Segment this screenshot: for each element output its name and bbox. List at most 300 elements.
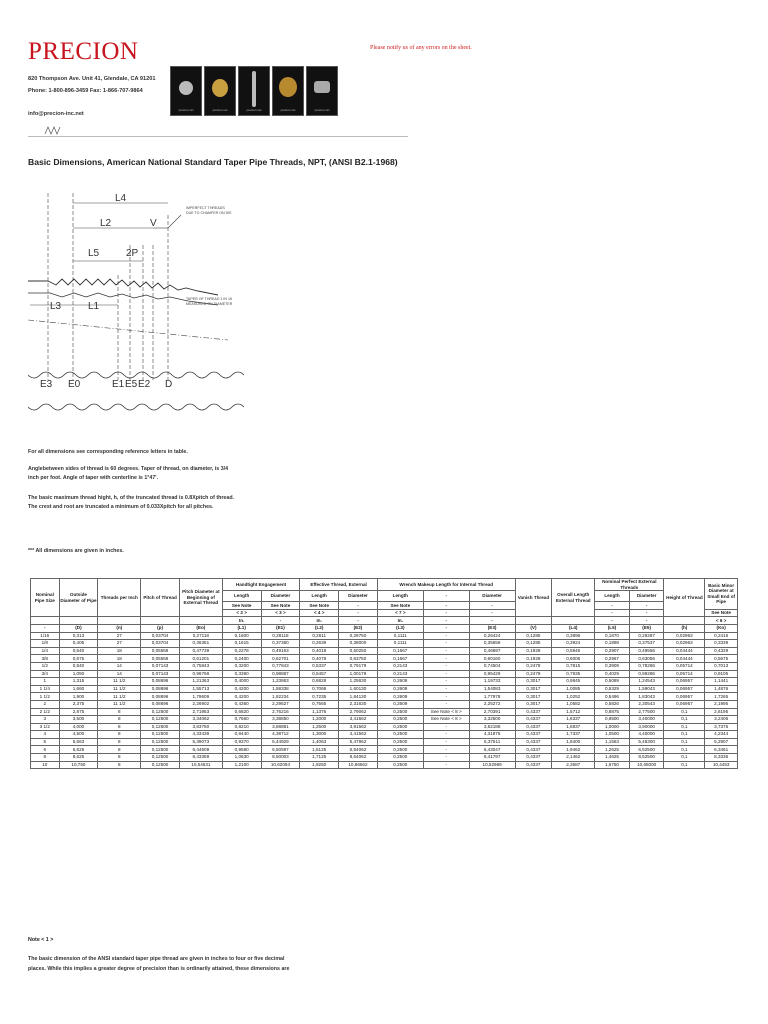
table-cell: 0,3896	[552, 632, 595, 640]
table-cell: 1,82234	[261, 693, 300, 701]
table-cell: -	[423, 723, 469, 731]
company-email[interactable]: info@precion-inc.net	[28, 111, 84, 117]
table-cell: 0,27118	[179, 632, 222, 640]
table-cell: 3,7375	[705, 723, 738, 731]
table-cell: 1,55713	[179, 685, 222, 693]
table-cell: 3 1/2	[31, 723, 60, 731]
label-e3: E3	[40, 379, 53, 390]
table-cell: 0,3924	[552, 640, 595, 648]
header-pitch-diameter: Pitch Diameter at Beginning of External Thread	[179, 579, 222, 617]
table-row	[31, 738, 738, 746]
table-cell: 0,4360	[222, 700, 261, 708]
table-cell: 1,1375	[300, 708, 339, 716]
table-cell: 0,6820	[222, 708, 261, 716]
table-cell: 6,625	[59, 746, 98, 754]
table-row	[31, 640, 738, 648]
table-cell: 5,44929	[261, 738, 300, 746]
table-cell: 1,0252	[552, 693, 595, 701]
table-cell: 3,40000	[629, 716, 664, 724]
table-cell: 0,2500	[377, 746, 423, 754]
table-cell: 1,0582	[552, 700, 595, 708]
table-cell: 1,59043	[629, 685, 664, 693]
table-cell: 0,4337	[515, 731, 552, 739]
table-cell: 4,2344	[705, 731, 738, 739]
table-cell: 0,2611	[300, 632, 339, 640]
table-cell: 0,99286	[629, 670, 664, 678]
table-cell: 0,05556	[141, 647, 180, 655]
table-cell: 0,08696	[141, 685, 180, 693]
table-cell: 6,44609	[179, 746, 222, 754]
table-cell: 0,1870	[595, 632, 630, 640]
table-cell: -	[423, 761, 469, 769]
table-cell: 4,000	[59, 723, 98, 731]
table-cell: 2,26902	[179, 700, 222, 708]
table-cell: 0,74504	[469, 662, 515, 670]
table-cell: 1,19733	[469, 678, 515, 686]
table-cell: 0,28287	[629, 632, 664, 640]
table-cell: 1	[31, 678, 60, 686]
table-cell: 11 1/2	[98, 678, 141, 686]
table-cell: 18	[98, 647, 141, 655]
table-row	[31, 754, 738, 762]
table-cell: -	[423, 754, 469, 762]
table-cell: 3,41562	[339, 716, 378, 724]
table-cell: 0,1	[664, 716, 705, 724]
notify-text: Please notify us of any errors on the sheet.	[370, 45, 472, 51]
table-cell: 0,1898	[595, 640, 630, 648]
table-cell: 1,2000	[300, 716, 339, 724]
table-cell: 0,7565	[300, 700, 339, 708]
table-cell: 0,49556	[629, 647, 664, 655]
table-cell: (L1)	[222, 624, 261, 632]
table-cell: 3,32500	[469, 716, 515, 724]
table-cell: 0,12500	[141, 716, 180, 724]
table-cell: 3,2406	[705, 716, 738, 724]
table-cell: 2 1/2	[31, 708, 60, 716]
table-cell: 1,60130	[339, 685, 378, 693]
note-1-text: The basic dimension of the ANSI standard taper pipe thread are given in inches to four or five decimal	[28, 956, 285, 962]
table-cell: 0,5337	[300, 662, 339, 670]
table-cell: 0,12500	[141, 746, 180, 754]
table-cell: 0,38000	[339, 640, 378, 648]
table-cell: 14	[98, 670, 141, 678]
table-cell: 11 1/2	[98, 693, 141, 701]
table-cell: 0,2478	[515, 662, 552, 670]
table-cell: 0,04444	[664, 655, 705, 663]
label-d: D	[165, 379, 173, 390]
table-cell: 8	[98, 761, 141, 769]
table-cell: 0,4337	[515, 738, 552, 746]
table-cell: 4,31875	[469, 731, 515, 739]
paragraph: For all dimensions see corresponding reference letters in table.	[28, 449, 188, 455]
table-cell: 3,91562	[339, 723, 378, 731]
thread-profile-icon	[44, 126, 62, 135]
table-cell: 0,1	[664, 731, 705, 739]
table-cell: 0,06957	[664, 685, 705, 693]
table-cell: 0,5457	[300, 670, 339, 678]
table-cell: 8,3336	[705, 754, 738, 762]
table-cell: -	[423, 746, 469, 754]
table-cell: 1/16	[31, 632, 60, 640]
table-cell: 0,7935	[552, 670, 595, 678]
table-cell: 0,313	[59, 632, 98, 640]
table-cell: -	[423, 700, 469, 708]
table-cell: 8	[98, 738, 141, 746]
table-cell: 0,9370	[222, 738, 261, 746]
table-cell: 0,4200	[222, 693, 261, 701]
table-cell: -	[423, 670, 469, 678]
table-cell: 2,79062	[339, 708, 378, 716]
product-photos	[170, 66, 338, 116]
table-cell: (Eo)	[179, 624, 222, 632]
table-cell: 0,4018	[300, 647, 339, 655]
table-cell: 0,3017	[515, 700, 552, 708]
table-cell: (E1)	[261, 624, 300, 632]
table-cell: -	[423, 624, 469, 632]
table-cell: 0,12500	[141, 754, 180, 762]
table-cell: 1,660	[59, 685, 98, 693]
table-cell: 0,2500	[377, 754, 423, 762]
table-cell: 8,625	[59, 754, 98, 762]
header-pitch: Pitch of Thread	[141, 579, 180, 617]
table-cell: 1,0085	[552, 685, 595, 693]
note-1-title: Note < 1 >	[28, 937, 54, 943]
table-cell: 6,50597	[261, 746, 300, 754]
table-cell: 1,1441	[705, 678, 738, 686]
table-cell: (D)	[59, 624, 98, 632]
table-cell: 1,7337	[552, 731, 595, 739]
table-cell: 0,08696	[141, 678, 180, 686]
table-cell: 1,8400	[552, 738, 595, 746]
table-cell: 0,4337	[515, 761, 552, 769]
table-cell: 0,5496	[595, 693, 630, 701]
label-e2: E2	[138, 379, 151, 390]
table-cell: 6	[31, 746, 60, 754]
table-cell: 2,25272	[469, 700, 515, 708]
label-l2: L2	[100, 218, 112, 229]
table-cell: 0,2500	[377, 708, 423, 716]
table-cell: 10,750	[59, 761, 98, 769]
table-cell: 3,34062	[179, 716, 222, 724]
table-cell: 1/8	[31, 640, 60, 648]
table-cell: (h)	[664, 624, 705, 632]
table-cell: 0,98887	[261, 670, 300, 678]
table-cell: 4,41562	[339, 731, 378, 739]
header-minor: Basic Minor Diameter at Small End of Pipe	[705, 579, 738, 610]
table-cell: 0,2500	[377, 761, 423, 769]
table-cell: 0,06957	[664, 693, 705, 701]
table-cell: 4	[31, 731, 60, 739]
table-row	[31, 632, 738, 640]
table-cell: 10,62094	[261, 761, 300, 769]
table-cell: 0,2609	[377, 700, 423, 708]
table-cell: 1,315	[59, 678, 98, 686]
table-cell: 6,52500	[629, 746, 664, 754]
table-cell: 0,06957	[664, 678, 705, 686]
table-cell: 0,4029	[595, 670, 630, 678]
table-cell: -	[423, 655, 469, 663]
table-cell: 0,2500	[377, 723, 423, 731]
paragraph: The crest and root are truncated a minimum of 0.033Xpitch for all pitches.	[28, 504, 214, 510]
table-cell: 0,3200	[222, 662, 261, 670]
table-row	[31, 670, 738, 678]
table-cell: 8	[98, 754, 141, 762]
table-cell: 8,54062	[339, 754, 378, 762]
table-cell: 0,8875	[595, 708, 630, 716]
table-cell: (L4)	[552, 624, 595, 632]
table-cell: 4,500	[59, 731, 98, 739]
table-cell: 0,3339	[705, 640, 738, 648]
product-photo: precion.net	[238, 66, 270, 116]
table-cell: 0,4337	[515, 716, 552, 724]
table-cell: 0,540	[59, 647, 98, 655]
group-handtight: Handtight Engagement	[222, 579, 300, 591]
table-cell: 0,37537	[629, 640, 664, 648]
table-cell: 27	[98, 640, 141, 648]
table-cell: 1/4	[31, 647, 60, 655]
table-cell: 1,4063	[300, 738, 339, 746]
table-cell: 1,4876	[705, 685, 738, 693]
table-row	[31, 723, 738, 731]
paragraph: *** All dimensions are given in inches.	[28, 548, 124, 554]
table-cell: 0,2609	[377, 685, 423, 693]
table-cell: 3,90000	[629, 723, 664, 731]
table-cell: 1 1/4	[31, 685, 60, 693]
table-cell: 0,2609	[377, 678, 423, 686]
table-cell: 0,675	[59, 655, 98, 663]
thread-diagram	[28, 185, 268, 415]
header-outside: Outside Diameter of Pipe	[59, 579, 98, 617]
table-cell: 0,4078	[300, 655, 339, 663]
table-cell: (Ko)	[705, 624, 738, 632]
table-cell: 0,79179	[339, 662, 378, 670]
table-cell: 0,4337	[515, 708, 552, 716]
table-cell: 0,9845	[552, 678, 595, 686]
group-perfect: Nominal Perfect External Threads	[595, 579, 664, 591]
table-row	[31, 761, 738, 769]
table-cell: 2,375	[59, 700, 98, 708]
letter-row	[31, 624, 738, 632]
table-cell: See Note < 8 >	[423, 708, 469, 716]
table-cell: 0,1667	[377, 647, 423, 655]
company-logo: PRECION	[28, 38, 139, 65]
label-e0: E0	[68, 379, 81, 390]
table-cell: 0,1615	[222, 640, 261, 648]
table-cell: (p)	[141, 624, 180, 632]
table-cell: 1,79609	[179, 693, 222, 701]
svg-text:DUE TO CHAMFER ON DIE: DUE TO CHAMFER ON DIE	[186, 211, 232, 215]
table-cell: 0,7660	[222, 716, 261, 724]
table-cell: 0,49163	[261, 647, 300, 655]
table-cell: -	[423, 693, 469, 701]
table-row	[31, 700, 738, 708]
table-cell: 8	[98, 708, 141, 716]
table-cell: 11 1/2	[98, 700, 141, 708]
table-cell: 0,28750	[339, 632, 378, 640]
table-cell: 1,6837	[552, 723, 595, 731]
table-cell: 0,1	[664, 708, 705, 716]
table-cell: 3,82188	[469, 723, 515, 731]
table-cell: 0,08696	[141, 700, 180, 708]
table-cell: 10,4453	[705, 761, 738, 769]
table-cell: 3,38850	[261, 716, 300, 724]
table-cell: 1,83043	[629, 693, 664, 701]
table-cell: 0,2478	[515, 670, 552, 678]
table-cell: 0,02963	[664, 640, 705, 648]
table-row	[31, 647, 738, 655]
table-cell: 0,5826	[595, 700, 630, 708]
label-e5: E5	[125, 379, 138, 390]
table-cell: 0,61201	[179, 655, 222, 663]
table-cell: 1,54083	[469, 685, 515, 693]
table-cell: 1,9250	[300, 761, 339, 769]
table-cell: 0,5675	[705, 655, 738, 663]
group-wrench: Wrench Makeup Length for Internal Thread	[377, 579, 515, 591]
table-cell: 1/2	[31, 662, 60, 670]
table-cell: 0,840	[59, 662, 98, 670]
table-cell: 0,3017	[515, 678, 552, 686]
table-cell: (L3)	[377, 624, 423, 632]
table-cell: 0,4337	[515, 723, 552, 731]
table-cell: 0,4337	[515, 746, 552, 754]
table-cell: (L2)	[300, 624, 339, 632]
table-cell: 1,25630	[339, 678, 378, 686]
table-cell: 2,31630	[339, 700, 378, 708]
table-cell: (L5)	[595, 624, 630, 632]
table-cell: 1,7265	[705, 693, 738, 701]
table-cell: 5,46300	[629, 738, 664, 746]
table-cell: -	[423, 647, 469, 655]
table-cell: See Note < 8 >	[423, 716, 469, 724]
table-cell: 5,47862	[339, 738, 378, 746]
label-2p: 2P	[126, 248, 139, 259]
table-cell: -	[423, 678, 469, 686]
table-row	[31, 662, 738, 670]
table-cell: 0,1111	[377, 632, 423, 640]
table-cell: 0,3909	[595, 662, 630, 670]
table-cell: 1,0630	[222, 754, 261, 762]
table-cell: 0,1	[664, 738, 705, 746]
table-cell: 0,9105	[705, 670, 738, 678]
table-row	[31, 685, 738, 693]
table-cell: 0,63056	[629, 655, 664, 663]
table-cell: 0,60160	[469, 655, 515, 663]
group-effective: Effective Thread, External	[300, 579, 378, 591]
table-cell: (E2)	[339, 624, 378, 632]
table-cell: 8,43359	[179, 754, 222, 762]
table-cell: 0,4337	[515, 754, 552, 762]
table-cell: 1,900	[59, 693, 98, 701]
table-cell: (E5)	[629, 624, 664, 632]
product-photo: precion.net	[204, 66, 236, 116]
table-cell: 3/8	[31, 655, 60, 663]
table-cell: 0,46697	[469, 647, 515, 655]
table-cell: 0,03704	[141, 640, 180, 648]
table-cell: 0,96768	[179, 670, 222, 678]
table-cell: 0,5089	[595, 678, 630, 686]
table-cell: 0,5946	[552, 647, 595, 655]
table-cell: -	[423, 685, 469, 693]
paragraph: The basic maximum thread hight, h, of the truncated thread is 0.8Xpitch of thread.	[28, 495, 235, 501]
svg-text:TAPER OF THREAD 1 IN 16: TAPER OF THREAD 1 IN 16	[186, 297, 232, 301]
table-cell: 0,2639	[300, 640, 339, 648]
table-cell: 1,2625	[595, 746, 630, 754]
header-tpi: Threads per Inch	[98, 579, 141, 617]
table-cell: 0,4200	[222, 685, 261, 693]
table-cell: 0,4000	[222, 678, 261, 686]
table-cell: 1,84130	[339, 693, 378, 701]
label-l3: L3	[50, 301, 62, 312]
table-cell: 1,58338	[261, 685, 300, 693]
table-cell: 0,78286	[629, 662, 664, 670]
table-cell: 1,21363	[179, 678, 222, 686]
table-cell: 1,5125	[300, 746, 339, 754]
table-cell: 0,2278	[222, 647, 261, 655]
table-cell: 27	[98, 632, 141, 640]
table-cell: 3,83750	[179, 723, 222, 731]
table-cell: 0,07143	[141, 670, 180, 678]
table-cell: 3	[31, 716, 60, 724]
table-cell: 0,75843	[179, 662, 222, 670]
company-address: 820 Thompson Ave. Unit 41, Glendale, CA 91201	[28, 76, 156, 82]
table-cell: 1,00179	[339, 670, 378, 678]
table-cell: 6,54062	[339, 746, 378, 754]
table-cell: 8	[98, 731, 141, 739]
table-row	[31, 693, 738, 701]
table-cell: 2,1462	[552, 754, 595, 762]
company-phone: Phone: 1-800-896-3459 Fax: 1-866-707-9864	[28, 88, 143, 94]
table-cell: 6,43047	[469, 746, 515, 754]
table-cell: 0,3390	[222, 670, 261, 678]
table-cell: 2,77500	[629, 708, 664, 716]
table-cell: 0,05714	[664, 670, 705, 678]
table-cell: 8,50003	[261, 754, 300, 762]
table-cell: 1,77978	[469, 693, 515, 701]
table-cell: 1,050	[59, 670, 98, 678]
table-cell: 1,9462	[552, 746, 595, 754]
table-cell: 1,4625	[595, 754, 630, 762]
table-cell: 10,66562	[339, 761, 378, 769]
table-cell: 0,9500	[595, 716, 630, 724]
header-height: Height of Thread	[664, 579, 705, 617]
table-cell: 4,33438	[179, 731, 222, 739]
table-cell: 0,12500	[141, 738, 180, 746]
table-cell: 0,8440	[222, 731, 261, 739]
table-cell: 0,3017	[515, 693, 552, 701]
table-cell: 0,02963	[664, 632, 705, 640]
table-cell: 8	[98, 746, 141, 754]
header-overall: Overall Length External Thread	[552, 579, 595, 617]
table-cell: 0,8210	[222, 723, 261, 731]
thread-dimensions-table: Nominal Pipe Size Outside Diameter of Pipe Threads per Inch Pitch of Thread Pitch Diameter at Beginning of External Thread Handtight Engagement Effective Thread, External Wrench Makeup Length for Internal Thread Vanish Thread Overall Length External Thread Nominal Perfect External Threads Height of Thread Basic Minor Diameter at Small End of Pipe Length Diameter Length Diameter Length - Diameter Length Diameter See Note See Note See Note - See Note - - - - < 2 > < 3 > < 4 > - < 7 > - - - - See Note In. - In. - In. - - - - < 6 > - (D) (n) (p) (Eo) (L1) (E1) (L2) (E2) (L3) - (E3) (V) (L4) (L5) (E5) (h) (Ko) 1/16 0,313 27 0,03704 0,27118 0,1600 0,28118 0,2611 0,28750 0,1111 - 0,26424 0,1285 0,3896 0,1870 0,28287 0,02963 0,2416 1/8 0,405 27 0,03704 0,36351 0,1615 0,37360 0,2639 0,38000 0,1111 - 0,35656 0,1285 0,3924 0,1898 0,37537 0,02963 0,3339 1/4 0,540 18 0,05556 0,47739 0,2278 0,49163 0,4018 0,50250 0,1667 - 0,46697 0,1928 0,5946 0,2907 0,49556 0,04444 0,4329 3/8 0,675 18 0,05556 0,61201 0,2400 0,62701 0,4078 0,63750 0,1667 - 0,60160 0,1928 0,6006 0,2967 0,63056 0,04444 0,5675 1/2 0,840 14 0,07143 0,75843 0,3200 0,77843 0,5337 0,79179 0,2143 - 0,74504 0,2478 0,7815 0,3909 0,78286 0,05714 0,7013 3/4 1,050 14 0,07143 0,96768 0,3390 0,98887 0,5457 1,00179 0,2143 - 0,95429 0,2478 0,7935 0,4029 0,99286 0,05714 0,9105 1 1,315 11 1/2 0,08696 1,21363 0,4000 1,23863 0,6828 1,25630 0,2609 - 1,19733 0,3017 0,9845 0,5089 1,24543 0,06957 1,1441 1 1/4 1,660 11 1/2 0,08696 1,55713 0,4200 1,58338 0,7068 1,60130 0,2609 - 1,54083 0,3017 1,0085 0,5329 1,59043 0,06957 1,4876 1 1/2 1,900 11 1/2 0,08696 1,79609 0,4200 1,82234 0,7235 1,84130 0,2609 - 1,77978 0,3017 1,0252 0,5496 1,83043 0,06957 1,7265 2 2,375 11 1/2 0,08696 2,26902 0,4360 2,29627 0,7565 2,31630 0,2609 - 2,25272 0,3017 1,0582 0,5826 2,30543 0,06957 2,1995 2 1/2 2,875 8 0,12500 2,71953 0,6820 2,76216 1,1375 2,79062 0,2500 See Note < 8 > 2,70391 0,4337 1,5712 0,8875 2,77500 0,1 2,6195 3 3,500 8 0,12500 3,34062 0,7660 3,38850 1,2000 3,41562 0,2500 See Note < 8 > 3,32500 0,4337 1,6337 0,9500 3,40000 0,1 3,2406 3 1/2 4,000 8 0,12500 3,83750 0,8210 3,88881 1,2500 3,91562 0,2500 - 3,82188 0,4337 1,6837 1,0000 3,90000 0,1 3,7375 4 4,500 8 0,12500 4,33438 0,8440 4,38712 1,3000 4,41562 0,2500 - 4,31875 0,4337 1,7337 1,0500 4,40000 0,1 4,2344 5 5,563 8 0,12500 5,39073 0,9370 5,44929 1,4063 5,47862 0,2500 - 5,37511 0,4337 1,8400 1,1563 5,46300 0,1 5,2907 6 6,625 8 0,12500 6,44609 0,9580 6,50597 1,5125 6,54062 0,2500 - 6,43047 0,4337 1,9462 1,2625 6,52500 0,1 6,3461 8 8,625 8 0,12500 8,43359 1,0630 8,50003 1,7125 8,54062 0,2500 - 8,41797 0,4337 2,1462 1,4625 8,52500 0,1 8,3336 10 10,750 8 0,12500 10,54531 1,2100 10,62094 1,9250 10,66562 0,2500 - 10,52969 0,4337 2,3587 1,6750 10,65000 0,1 10,4453	[30, 578, 738, 769]
table-cell: 1,0500	[595, 731, 630, 739]
table-cell: -	[423, 640, 469, 648]
table-cell: 0,12500	[141, 761, 180, 769]
table-cell: 8	[98, 716, 141, 724]
table-row	[31, 731, 738, 739]
table-cell: 0,1	[664, 746, 705, 754]
table-cell: 0,1	[664, 723, 705, 731]
table-cell: 14	[98, 662, 141, 670]
table-cell: 1,5712	[552, 708, 595, 716]
product-photo: precion.net	[306, 66, 338, 116]
table-cell: 0,1667	[377, 655, 423, 663]
table-cell: 2,29627	[261, 700, 300, 708]
table-row	[31, 708, 738, 716]
table-cell: 0,05556	[141, 655, 180, 663]
table-cell: 0,47739	[179, 647, 222, 655]
label-v: V	[150, 218, 157, 229]
